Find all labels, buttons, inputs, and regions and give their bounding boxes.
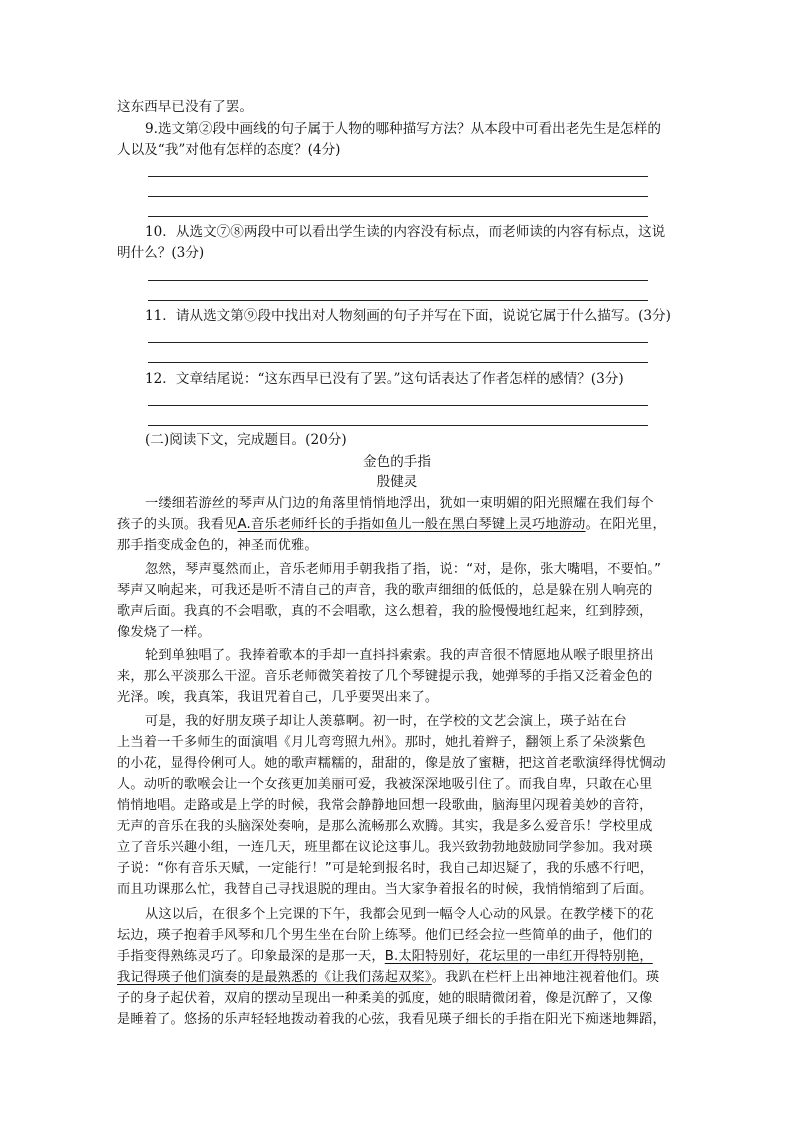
paragraph-4-line: 立了音乐兴趣小组，一连几天，班里都在议论这事儿。我兴致勃勃地鼓励同学参加。我对瑛 (117, 840, 653, 855)
underlined-sentence-b-continued: 我记得瑛子他们演奏的是最熟悉的《让我们荡起双桨》 (117, 970, 432, 985)
paragraph-5-line: 是睡着了。悠扬的乐声轻轻地拨动着我的心弦，我看见瑛子细长的手指在阳光下痴迷地舞蹈， (117, 1012, 666, 1027)
paragraph-3-line: 光泽。唉，我真笨，我诅咒着自己，几乎要哭出来了。 (117, 690, 439, 705)
paragraph-1-line (117, 515, 677, 535)
article-title: 金色的手指 (363, 454, 431, 470)
section-2-instruction: (二)阅读下文，完成题目。(20分) (145, 432, 347, 448)
paragraph-2-line: 歌声后面。我真的不会唱歌，真的不会唱歌，这么想着，我的脸慢慢地红起来，红到脖颈， (117, 604, 653, 619)
paragraph-1-line: 一缕细若游丝的琴声从门边的角落里悄悄地浮出，犹如一束明媚的阳光照耀在我们每个 (145, 496, 654, 511)
paragraph-2-line: 忽然，琴声戛然而止，音乐老师用手朝我指了指，说：“对，是你，张大嘴唱，不要怕。” (145, 562, 662, 577)
paragraph-4-line: 人。动听的歌喉会让一个女孩更加美丽可爱，我被深深地吸引住了。而我自卑，只敢在心里 (117, 777, 653, 792)
answer-line[interactable] (148, 362, 648, 363)
paragraph-4-line: 悄悄地唱。走路或是上学的时候，我常会静静地回想一段歌曲，脑海里闪现着美妙的音符， (117, 798, 653, 813)
answer-line[interactable] (148, 216, 648, 217)
paragraph-3-line: 轮到单独唱了。我捧着歌本的手却一直抖抖索索。我的声音很不情愿地从喉子眼里挤出 (145, 648, 654, 663)
underlined-sentence-a: A.音乐老师纤长的手指如鱼儿一般在黑白琴键上灵巧地游动 (237, 517, 586, 532)
paragraph-2-line: 像发烧了一样。 (117, 625, 211, 640)
article-author: 殷健灵 (376, 474, 418, 490)
paragraph-5-line (117, 947, 677, 967)
answer-line[interactable] (148, 405, 648, 406)
answer-line[interactable] (148, 300, 648, 301)
question-10-line-2: 明什么？(3分) (117, 245, 205, 261)
paragraph-5-line (117, 968, 677, 988)
paragraph-4-line: 无声的音乐在我的头脑深处奏响，是那么流畅那么欢腾。其实，我是多么爱音乐！学校里成 (117, 819, 653, 834)
answer-line[interactable] (148, 425, 648, 426)
previous-passage-ending: 这东西早已没有了罢。 (117, 99, 253, 115)
question-9-line-1: 9.选文第②段中画线的句子属于人物的哪种描写方法？从本段中可看出老先生是怎样的 (145, 121, 661, 137)
paragraph-4-line: 可是，我的好朋友瑛子却让人羡慕啊。初一时，在学校的文艺会演上，瑛子站在台 (145, 714, 627, 729)
text-run: 。我趴在栏杆上出神地注视着他们。瑛 (431, 970, 660, 985)
paragraph-5-line: 子的身子起伏着，双肩的摆动呈现出一种柔美的弧度，她的眼睛微闭着，像是沉醉了，又像 (117, 991, 653, 1006)
paragraph-5-line: 坛边，瑛子抱着手风琴和几个男生坐在台阶上练琴。他们已经会拉一些简单的曲子，他们的 (117, 928, 653, 943)
answer-line[interactable] (148, 280, 648, 281)
question-9-line-2: 人以及“我”对他有怎样的态度？(4分) (117, 142, 341, 158)
paragraph-2-line: 琴声又响起来，可我还是听不清自己的声音，我的歌声细细的低低的，总是躲在别人响亮的 (117, 583, 653, 598)
question-11: 11．请从选文第⑨段中找出对人物刻画的句子并写在下面，说说它属于什么描写。(3分) (145, 308, 671, 324)
paragraph-4-line: 上当着一千多师生的面演唱《月儿弯弯照九州》。那时，她扎着辫子，翻领上系了朵淡紫色 (117, 735, 646, 750)
text-run: 手指变得熟练灵巧了。印象最深的是那一天， (117, 949, 385, 964)
answer-line[interactable] (148, 176, 648, 177)
paragraph-5-line: 从这以后，在很多个上完课的下午，我都会见到一幅令人心动的风景。在教学楼下的花 (145, 907, 654, 922)
paragraph-1-line: 那手指变成金色的，神圣而优雅。 (117, 538, 318, 553)
text-run: 。在阳光里， (585, 517, 666, 532)
question-12: 12．文章结尾说：“这东西早已没有了罢。”这句话表达了作者怎样的感情？(3分) (145, 371, 624, 387)
paragraph-4-line: 的小花，显得伶俐可人。她的歌声糯糯的，甜甜的，像是放了蜜糖，把这首老歌演绎得忧惆动 (117, 756, 666, 771)
paragraph-4-line: 而且功课那么忙，我替自己寻找退脱的理由。当大家争着报名的时候，我悄悄缩到了后面。 (117, 882, 653, 897)
answer-line[interactable] (148, 342, 648, 343)
text-run: 孩子的头顶。我看见 (117, 517, 238, 532)
answer-line[interactable] (148, 196, 648, 197)
underlined-sentence-b: B.太阳特别好，花坛里的一串红开得特别艳， (384, 949, 653, 964)
paragraph-4-line: 子说：“你有音乐天赋，一定能行！”可是轮到报名时，我自己却迟疑了，我的乐感不行吧， (117, 861, 654, 876)
question-10-line-1: 10．从选文⑦⑧两段中可以看出学生读的内容没有标点，而老师读的内容有标点，这说 (145, 224, 666, 240)
paragraph-3-line: 来，那么平淡那么干涩。音乐老师微笑着按了几个琴键提示我，她弹琴的手指又泛着金色的 (117, 669, 653, 684)
